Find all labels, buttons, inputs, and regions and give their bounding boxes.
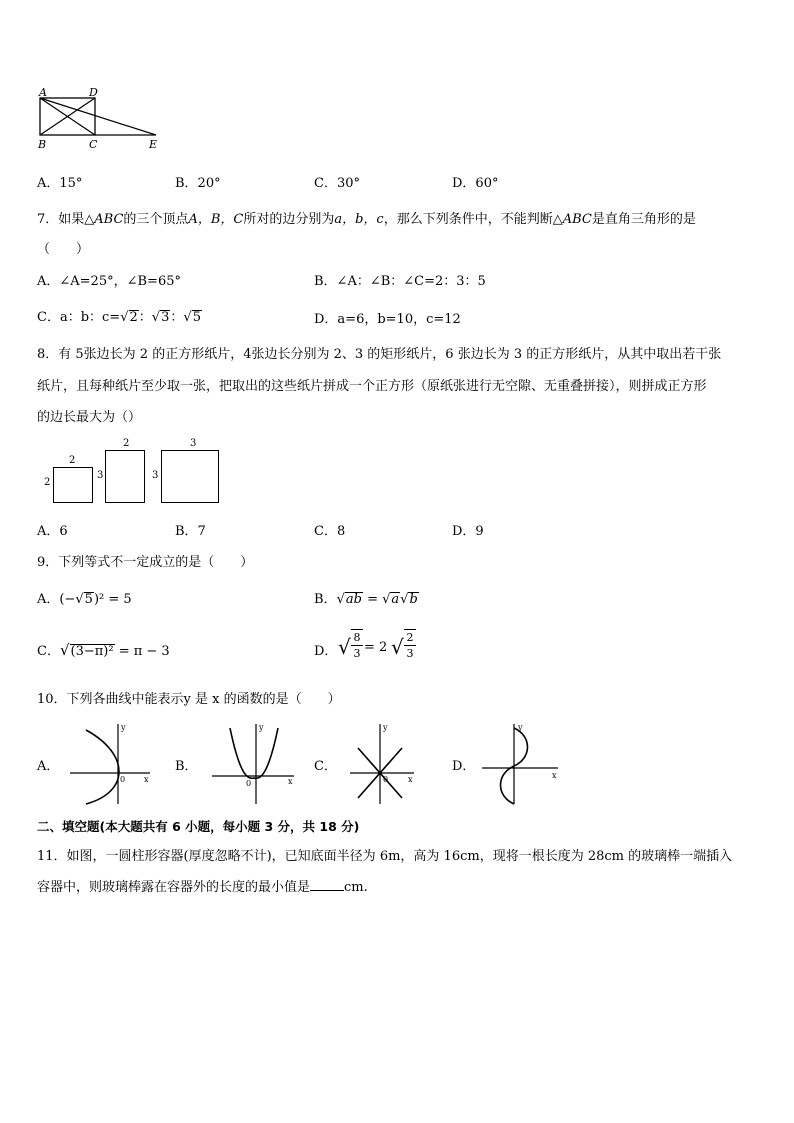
square-3x3 [161,450,219,503]
y-axis-label: y [259,723,264,732]
q8-option-a[interactable]: A．6 [37,524,68,539]
q7-answer-paren: （ ） [37,242,90,257]
fraction-denominator: 3 [406,647,414,660]
q9-option-d-text: D． [314,644,338,659]
square-2-top-label: 2 [69,455,76,466]
q7-text: 的三个顶点 [123,212,189,227]
radicand: ab [345,592,362,607]
square-2-left-label: 2 [44,477,51,488]
point-b-label: B [38,138,47,151]
q7-sides: a，b，c [334,212,384,227]
q11-stem-line1: 11．如图，一圆柱形容器(厚度忽略不计)，已知底面半径为 6m，高为 16cm，现将一根长度为 28cm 的玻璃棒一端插入 [37,849,733,864]
x-axis-label: x [552,771,557,780]
point-d-label: D [89,86,98,99]
q9-option-c-text: C． [37,644,60,659]
q9-option-a-text: A．(− [37,592,76,607]
separator: ： [138,310,152,325]
q7-option-c-text: C．a：b：c= [37,310,121,325]
q10-graph-d[interactable] [478,718,564,808]
q7-triangle-name: ABC [562,212,592,227]
q7-option-c[interactable]: C．a：b：c=√2：√3：√5 [37,310,201,325]
square-3-left-label: 3 [152,470,159,481]
origin-label: 0 [246,779,252,788]
q11-stem-line2 [37,876,368,895]
q6-option-a[interactable]: A．15° [37,176,83,191]
origin-label: 0 [383,775,389,784]
q10-graph-a[interactable] [66,718,156,808]
radicand: 2 [129,310,138,325]
fraction-numerator: 8 [353,631,361,644]
fraction-numerator: 2 [406,631,414,644]
q7-text: 7．如果△ [37,212,95,227]
q7-text: 所对的边分别为 [243,212,335,227]
y-axis-label: y [518,723,523,732]
point-e-label: E [149,138,158,151]
q11-unit: cm. [344,880,368,895]
q9-option-c-text: = π − 3 [114,644,170,659]
point-a-label: A [39,86,47,99]
q7-stem [37,208,696,227]
q10-option-d-label[interactable]: D． [452,759,476,774]
answer-blank[interactable] [310,878,344,891]
fraction-denominator: 3 [353,647,361,660]
q6-option-c[interactable]: C．30° [314,176,360,191]
q7-option-d[interactable]: D．a=6，b=10，c=12 [314,312,461,327]
q7-option-b[interactable]: B．∠A：∠B：∠C=2：3：5 [314,274,486,289]
section-heading-fill-in: 二、填空题(本大题共有 6 小题，每小题 3 分，共 18 分) [37,819,360,834]
q10-option-b-label[interactable]: B． [175,759,198,774]
origin-label: 0 [120,775,126,784]
y-axis-label: y [121,723,126,732]
q10-option-a-label[interactable]: A． [37,759,60,774]
square-3-top-label: 3 [190,438,197,449]
equals: = 2 [364,640,388,655]
q9-stem: 9．下列等式不一定成立的是（ ） [37,555,254,570]
rectangle-2x3 [105,450,145,503]
square-2x2 [53,467,93,503]
q9-option-b[interactable]: B．√ab = √a√b [314,592,418,607]
rectangle-left-label: 3 [97,470,104,481]
q9-option-c[interactable]: C．√(3−π)² = π − 3 [37,641,170,659]
q7-text: ，那么下列条件中，不能判断△ [383,212,563,227]
q10-stem: 10．下列各曲线中能表示y 是 x 的函数的是（ ） [37,692,341,707]
q10-graph-c[interactable] [346,718,420,808]
q8-stem-line3: 的边长最大为（） [37,410,142,425]
y-axis-label: y [383,723,388,732]
equals: = [362,592,383,607]
radicand: 5 [84,592,93,607]
q8-option-d[interactable]: D．9 [452,524,484,539]
radicand: (3−π)² [70,644,114,659]
q6-option-b[interactable]: B．20° [175,176,221,191]
x-axis-label: x [288,777,293,786]
x-axis-label: x [408,775,413,784]
rectangle-top-label: 2 [123,438,130,449]
q8-option-b[interactable]: B．7 [175,524,206,539]
radicand: b [409,592,418,607]
q9-option-a-text: )² = 5 [93,592,132,607]
q7-triangle-name: ABC [94,212,124,227]
q10-graph-b[interactable] [208,718,300,808]
radicand: 5 [192,310,201,325]
q7-vertices: A，B，C [188,212,244,227]
figure-q6 [34,86,164,152]
radicand: a [391,592,400,607]
q7-text: 是直角三角形的是 [591,212,696,227]
q7-option-a[interactable]: A．∠A=25°，∠B=65° [37,274,181,289]
q11-text: 容器中，则玻璃棒露在容器外的长度的最小值是 [37,880,311,895]
x-axis-label: x [144,775,149,784]
q9-option-a[interactable]: A．(−√5)² = 5 [37,592,132,607]
q10-option-c-label[interactable]: C． [314,759,337,774]
q8-stem-line1: 8．有 5张边长为 2 的正方形纸片，4张边长分别为 2、3 的矩形纸片，6 张边长为 3 的正方形纸片，从其中取出若干张 [37,347,722,362]
q6-option-d[interactable]: D．60° [452,176,499,191]
point-c-label: C [89,138,98,151]
q9-option-b-text: B． [314,592,337,607]
q8-stem-line2: 纸片，且每种纸片至少取一张，把取出的这些纸片拼成一个正方形（原纸张进行无空隙、无重叠拼接），则拼成正方形 [37,379,707,394]
q8-option-c[interactable]: C．8 [314,524,346,539]
separator: ： [170,310,184,325]
radicand: 3 [161,310,170,325]
